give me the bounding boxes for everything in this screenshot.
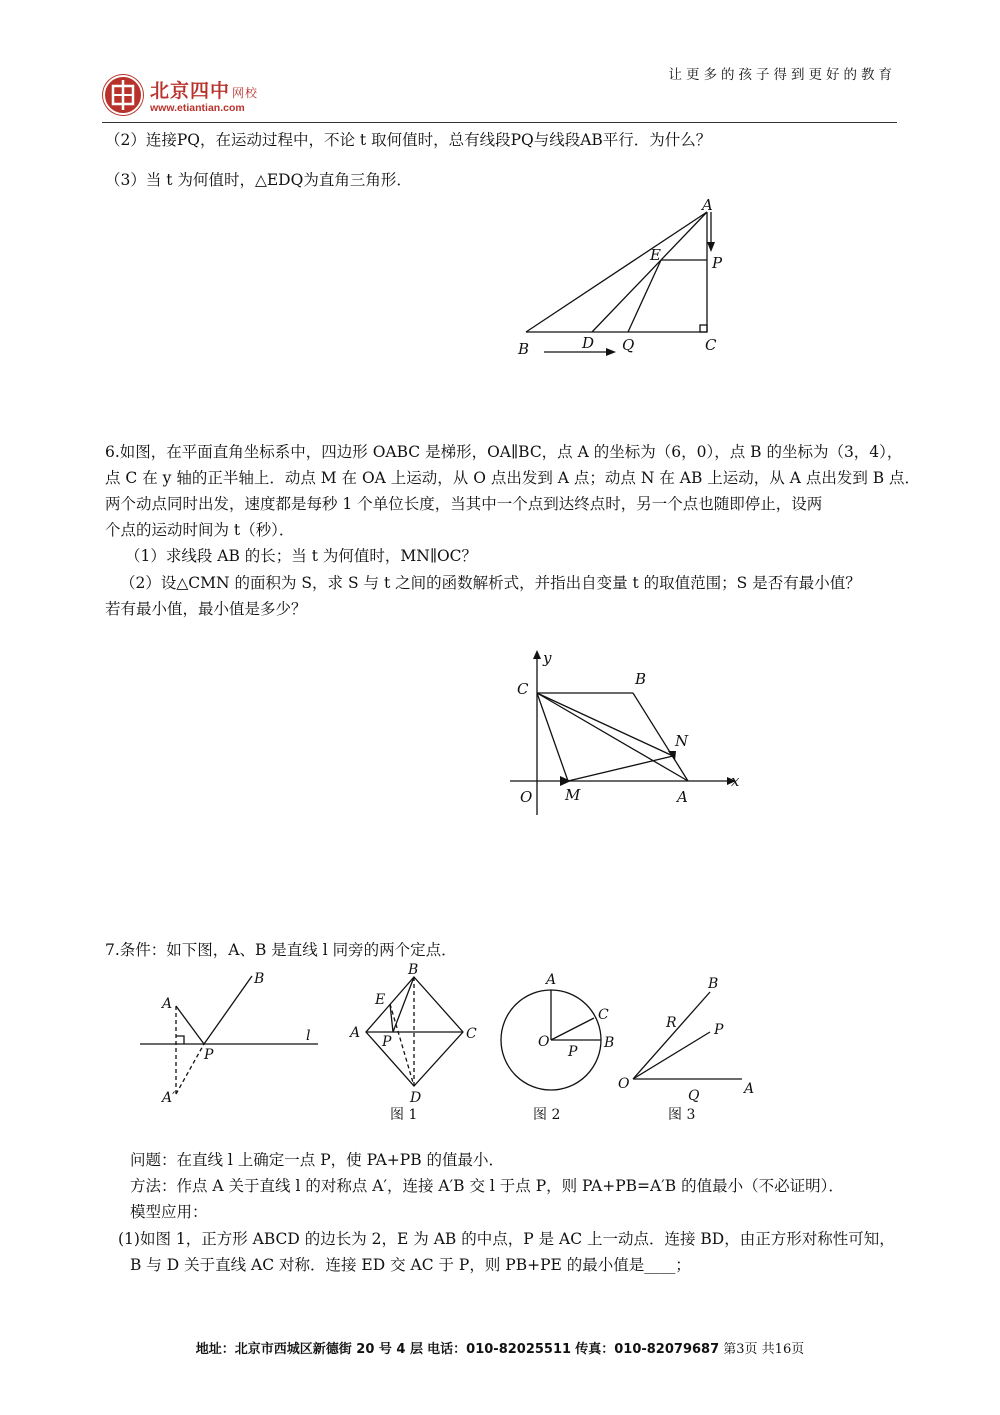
label-e: E	[650, 246, 661, 264]
label-p: P	[382, 1034, 392, 1050]
right-angle-mark	[700, 325, 707, 332]
label-a: A	[546, 972, 557, 988]
header-divider	[102, 122, 897, 123]
header-slogan: 让更多的孩子得到更好的教育	[668, 67, 896, 83]
segment-oc	[551, 1018, 594, 1040]
arrowhead-right-icon	[606, 348, 616, 356]
footer: 地址：北京市西城区新德街 20 号 4 层 电话：010-82025511 传真：010-82079687 第3页 共16页	[195, 1342, 805, 1357]
label-b: B	[408, 962, 419, 978]
segment-a2p	[176, 1044, 204, 1094]
label-m: M	[565, 786, 581, 804]
q7-problem: 问题：在直线 l 上确定一点 P，使 PA+PB 的值最小．	[130, 1151, 505, 1169]
segment-pb	[393, 977, 414, 1032]
label-a: A	[162, 996, 173, 1012]
q7-app1a: (1)如图 1，正方形 ABCD 的边长为 2，E 为 AB 的中点，P 是 AC 上一动点．连接 BD，由正方形对称性可知，	[118, 1230, 895, 1248]
right-angle-mark	[176, 1036, 184, 1044]
logo-url: www.etiantian.com	[150, 102, 245, 114]
q6-part1: （1）求线段 AB 的长；当 t 为何值时，MN∥OC？	[125, 547, 478, 565]
logo-emblem-icon	[102, 74, 144, 116]
label-x: x	[731, 772, 740, 790]
ray-ob	[633, 992, 710, 1079]
label-y: y	[543, 649, 552, 667]
q5-part3: （3）当 t 为何值时，△EDQ为直角三角形．	[105, 171, 412, 189]
q6-part2a: （2）设△CMN 的面积为 S，求 S 与 t 之间的函数解析式，并指出自变量 t 的取值范围；S 是否有最小值？	[120, 574, 861, 592]
logo	[102, 74, 282, 118]
n-arrow-icon	[668, 751, 676, 761]
caption-fig1: 图 1	[390, 1107, 418, 1123]
label-a: A	[350, 1025, 361, 1041]
q7-figure-2	[501, 972, 614, 1123]
m-arrow-icon	[560, 776, 571, 786]
label-c: C	[466, 1026, 477, 1042]
q7-condition: 7.条件：如下图，A、B 是直线 l 同旁的两个定点．	[105, 941, 457, 959]
label-b: B	[604, 1035, 615, 1051]
q7-method: 方法：作点 A 关于直线 l 的对称点 A′，连接 A′B 交 l 于点 P，则 PA+PB=A′B 的值最小（不必证明）．	[130, 1177, 844, 1195]
q6-line3: 两个动点同时出发，速度都是每秒 1 个单位长度，当其中一个点到达终点时，另一个点也随即停止，设两	[105, 495, 823, 513]
label-b: B	[635, 670, 647, 688]
q7-figure-1	[348, 962, 477, 1123]
label-a: A	[744, 1081, 755, 1097]
label-o: O	[520, 788, 533, 806]
label-q: Q	[688, 1088, 700, 1104]
label-o: O	[538, 1034, 550, 1050]
page-number: 第3页 共16页	[723, 1342, 805, 1357]
label-p: P	[204, 1047, 214, 1063]
segment-op	[633, 1032, 710, 1079]
label-b: B	[518, 340, 530, 358]
q5-part2: （2）连接PQ，在运动过程中，不论 t 取何值时，总有线段PQ与线段AB平行．为什么？	[105, 131, 712, 149]
label-a: A	[677, 788, 688, 806]
caption-fig3: 图 3	[668, 1107, 696, 1123]
segment-ed	[390, 1004, 414, 1086]
q6-figure	[505, 645, 750, 820]
label-p: P	[714, 1022, 724, 1038]
label-p: P	[712, 254, 723, 272]
caption-fig2: 图 2	[533, 1107, 561, 1123]
label-d: D	[410, 1090, 422, 1106]
segment-pb	[204, 976, 252, 1044]
segment-qe	[628, 260, 661, 332]
label-q: Q	[622, 336, 635, 354]
label-c: C	[517, 680, 529, 698]
label-l: l	[306, 1028, 311, 1044]
q6-part2b: 若有最小值，最小值是多少？	[105, 600, 307, 618]
label-b: B	[254, 971, 265, 987]
q7-figures	[130, 962, 770, 1130]
segment-ap	[176, 1006, 204, 1044]
segment-ca	[537, 693, 688, 781]
label-c: C	[598, 1007, 609, 1023]
label-b: B	[708, 976, 719, 992]
label-d: D	[582, 334, 595, 352]
label-a-prime: A′	[162, 1090, 176, 1106]
q7-app1b: B 与 D 关于直线 AC 对称．连接 ED 交 AC 于 P，则 PB+PE 的最小值是____；	[130, 1256, 691, 1274]
arrowhead-down-icon	[707, 242, 715, 252]
q6-line4: 个点的运动时间为 t（秒）．	[105, 521, 295, 539]
label-r: R	[666, 1015, 677, 1031]
segment-ep	[390, 1004, 393, 1032]
q7-figure-reflection	[140, 971, 318, 1106]
segment-cm	[537, 693, 568, 781]
q7-model: 模型应用：	[130, 1203, 208, 1221]
label-a: A	[702, 196, 713, 214]
label-n: N	[675, 732, 689, 750]
q6-line2: 点 C 在 y 轴的正半轴上．动点 M 在 OA 上运动，从 O 点出发到 A 点；动点 N 在 AB 上运动，从 A 点出发到 B 点．	[105, 469, 921, 487]
segment-ab	[526, 212, 707, 332]
segment-mn	[568, 756, 673, 781]
segment-ad	[592, 212, 707, 332]
label-o: O	[618, 1076, 630, 1092]
y-axis-arrow-icon	[533, 650, 541, 659]
logo-name: 北京四中 网校	[150, 80, 259, 102]
label-e: E	[375, 992, 386, 1008]
label-c: C	[705, 336, 717, 354]
q6-line1: 6.如图，在平面直角坐标系中，四边形 OABC 是梯形，OA∥BC，点 A 的坐标为（6，0），点 B 的坐标为（3，4），	[105, 443, 903, 461]
q5-figure	[510, 192, 740, 372]
q7-figure-3	[618, 976, 754, 1123]
label-p: P	[568, 1044, 578, 1060]
